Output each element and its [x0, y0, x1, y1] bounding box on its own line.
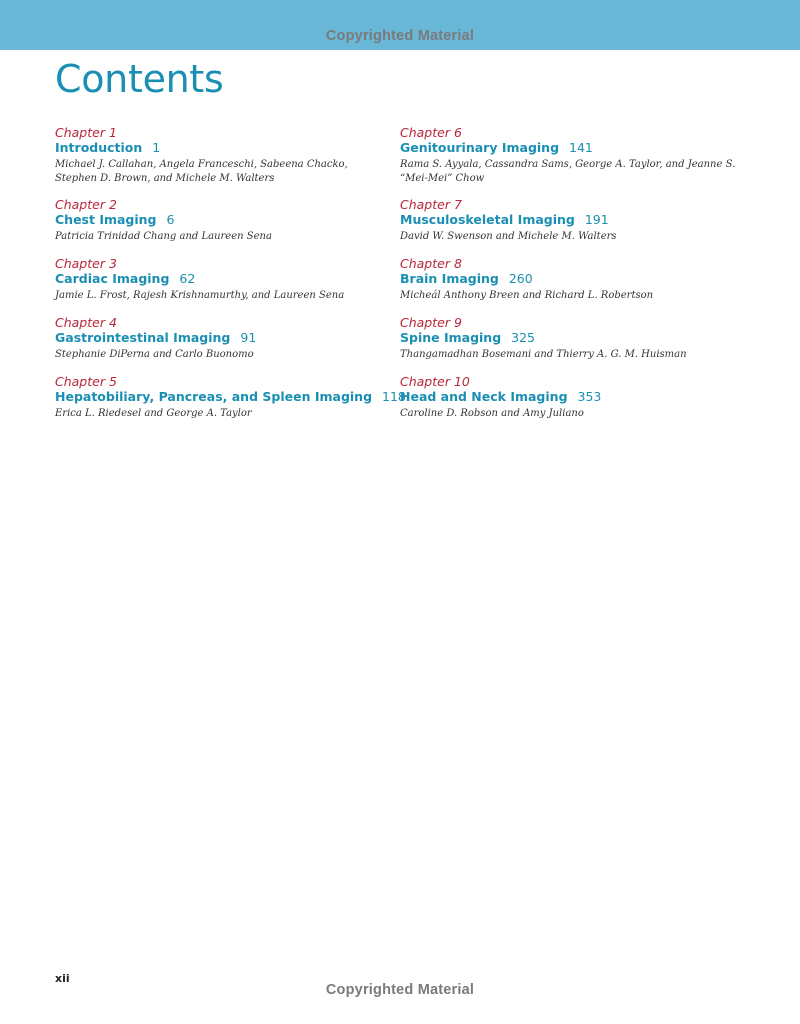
toc-entry-chapter-2[interactable] [55, 197, 385, 256]
toc-entry-chapter-1[interactable] [55, 125, 385, 197]
chapter-page-number: 325 [511, 330, 536, 345]
chapter-authors: Micheál Anthony Breen and Richard L. Robertson [400, 290, 654, 301]
toc-column-right [400, 125, 740, 433]
chapter-page-number: 1 [152, 140, 161, 155]
chapter-heading [400, 212, 740, 228]
chapter-authors: Caroline D. Robson and Amy Juliano [400, 408, 584, 419]
chapter-page-number: 260 [508, 271, 533, 286]
toc-entry-chapter-4[interactable] [55, 315, 385, 374]
chapter-title: Brain Imaging [400, 271, 499, 286]
page-number-folio: xii [55, 972, 70, 985]
chapter-page-number: 91 [240, 330, 257, 345]
chapter-authors: Michael J. Callahan, Angela Franceschi, Sabeena Chacko, Stephen D. Brown, and Michele M. Walters [55, 159, 348, 184]
chapter-title: Introduction [55, 140, 143, 155]
chapter-label: Chapter 9 [400, 315, 462, 330]
toc-entry-chapter-9[interactable] [400, 315, 740, 374]
watermark-bottom: Copyrighted Material [325, 982, 475, 998]
chapter-page-number: 62 [179, 271, 196, 286]
chapter-page-number: 6 [166, 212, 175, 227]
chapter-label: Chapter 8 [400, 256, 462, 271]
chapter-heading [55, 330, 385, 346]
chapter-heading [55, 271, 385, 287]
chapter-page-number: 141 [569, 140, 593, 155]
toc-entry-chapter-10[interactable] [400, 374, 740, 433]
chapter-heading [400, 271, 740, 287]
chapter-page-number: 118 [382, 389, 406, 404]
chapter-title: Head and Neck Imaging [400, 389, 568, 404]
chapter-authors: Erica L. Riedesel and George A. Taylor [55, 408, 252, 419]
chapter-title: Cardiac Imaging [55, 271, 170, 286]
chapter-page-number: 191 [584, 212, 609, 227]
chapter-heading [400, 140, 740, 156]
chapter-label: Chapter 5 [55, 374, 117, 389]
chapter-title: Gastrointestinal Imaging [55, 330, 231, 345]
chapter-title: Chest Imaging [55, 212, 157, 227]
chapter-label: Chapter 10 [400, 374, 470, 389]
chapter-title: Genitourinary Imaging [400, 140, 560, 155]
chapter-authors: Rama S. Ayyala, Cassandra Sams, George A. Taylor, and Jeanne S. “Mei-Mei” Chow [400, 159, 736, 184]
chapter-title: Hepatobiliary, Pancreas, and Spleen Imaging [55, 389, 373, 404]
chapter-label: Chapter 6 [400, 125, 462, 140]
toc-entry-chapter-7[interactable] [400, 197, 740, 256]
toc-column-left [55, 125, 406, 433]
chapter-label: Chapter 4 [55, 315, 117, 330]
page-title: Contents [55, 57, 224, 101]
watermark-top: Copyrighted Material [325, 28, 475, 44]
chapter-heading [400, 389, 740, 405]
chapter-authors: Stephanie DiPerna and Carlo Buonomo [55, 349, 254, 360]
chapter-label: Chapter 3 [55, 256, 117, 271]
chapter-title: Musculoskeletal Imaging [400, 212, 575, 227]
toc-entry-chapter-5[interactable] [55, 374, 406, 433]
chapter-label: Chapter 2 [55, 197, 117, 212]
toc-entry-chapter-3[interactable] [55, 256, 385, 315]
chapter-authors: Jamie L. Frost, Rajesh Krishnamurthy, and Laureen Sena [55, 290, 345, 301]
toc-entry-chapter-6[interactable] [400, 125, 740, 197]
chapter-authors: Patricia Trinidad Chang and Laureen Sena [55, 231, 272, 242]
chapter-authors: Thangamadhan Bosemani and Thierry A. G. M. Huisman [400, 349, 687, 360]
chapter-page-number: 353 [577, 389, 602, 404]
toc-entry-chapter-8[interactable] [400, 256, 740, 315]
chapter-label: Chapter 7 [400, 197, 462, 212]
chapter-label: Chapter 1 [55, 125, 117, 140]
chapter-title: Spine Imaging [400, 330, 502, 345]
chapter-heading [55, 140, 385, 156]
chapter-heading [55, 389, 406, 405]
chapter-authors: David W. Swenson and Michele M. Walters [400, 231, 617, 242]
chapter-heading [55, 212, 385, 228]
chapter-heading [400, 330, 740, 346]
